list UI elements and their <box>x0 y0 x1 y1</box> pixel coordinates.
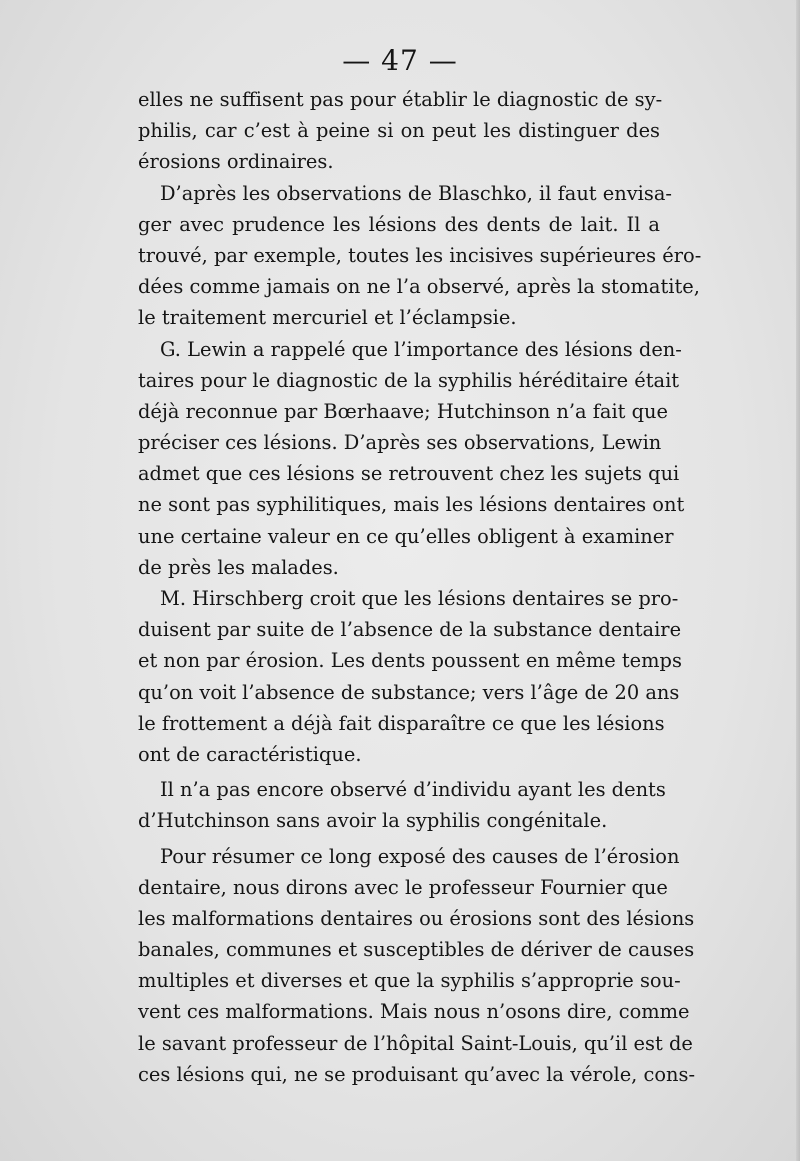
text-line: M. Hirschberg croit que les lésions dentaires se pro- <box>160 587 679 610</box>
text-line: admet que ces lésions se retrouvent chez les sujets qui <box>138 462 680 486</box>
text-line: érosions ordinaires. <box>138 150 334 174</box>
text-line: G. Lewin a rappelé que l’importance des lésions den- <box>160 337 682 361</box>
text-line: qu’on voit l’absence de substance; vers l’âge de 20 ans <box>138 680 680 704</box>
text-line: et non par érosion. Les dents poussent en même temps <box>138 649 682 673</box>
text-line: d’Hutchinson sans avoir la syphilis congénitale. <box>138 809 608 833</box>
text-line: ont de caractéristique. <box>138 742 362 766</box>
text-line: banales, communes et susceptibles de dériver de causes <box>138 938 695 962</box>
text-line: dentaire, nous dirons avec le professeur Fournier que <box>138 875 668 899</box>
page-number: — 47 — <box>342 44 458 77</box>
text-line: elles ne suffisent pas pour établir le diagnostic de sy- <box>138 88 663 111</box>
text-line: déjà reconnue par Bœrhaave; Hutchinson n’a fait que <box>138 399 668 423</box>
text-line: ger avec prudence les lésions des dents de lait. Il a <box>138 212 660 236</box>
text-line: le savant professeur de l’hôpital Saint-Louis, qu’il est de <box>138 1031 693 1055</box>
text-line: Pour résumer ce long exposé des causes de l’érosion <box>160 844 680 868</box>
text-line: ces lésions qui, ne se produisant qu’avec la vérole, cons- <box>138 1062 696 1086</box>
text-line: les malformations dentaires ou érosions sont des lésions <box>138 906 695 930</box>
text-line: le frottement a déjà fait disparaître ce que les lésions <box>138 711 665 735</box>
text-line: de près les malades. <box>138 555 339 579</box>
text-line: duisent par suite de l’absence de la substance dentaire <box>138 618 682 642</box>
text-line: taires pour le diagnostic de la syphilis héréditaire était <box>138 368 680 392</box>
text-line: vent ces malformations. Mais nous n’osons dire, comme <box>138 1000 690 1024</box>
text-line: dées comme jamais on ne l’a observé, après la stomatite, <box>138 275 700 299</box>
text-line: trouvé, par exemple, toutes les incisives supérieures éro- <box>138 243 702 267</box>
body-text <box>138 84 702 1090</box>
text-line: Il n’a pas encore observé d’individu ayant les dents <box>160 778 666 802</box>
text-line: D’après les observations de Blaschko, il faut envisa- <box>160 181 672 205</box>
text-line: préciser ces lésions. D’après ses observations, Lewin <box>138 431 662 455</box>
text-line: philis, car c’est à peine si on peut les distinguer des <box>138 119 660 143</box>
text-line: ne sont pas syphilitiques, mais les lésions dentaires ont <box>138 493 685 517</box>
text-line: le traitement mercuriel et l’éclampsie. <box>138 306 517 330</box>
text-line: multiples et diverses et que la syphilis s’approprie sou- <box>138 969 681 993</box>
text-line: une certaine valeur en ce qu’elles obligent à examiner <box>138 524 674 548</box>
page-edge-shadow <box>796 0 800 1161</box>
